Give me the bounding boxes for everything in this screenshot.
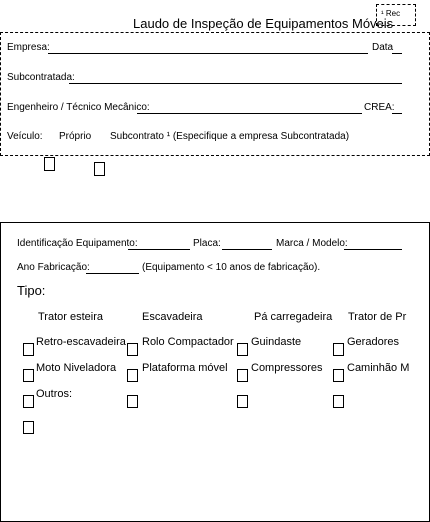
page-title: Laudo de Inspeção de Equipamentos Móveis — [133, 16, 394, 31]
extra-checkbox-col2[interactable] — [127, 395, 138, 408]
veiculo-label: Veículo: — [7, 131, 43, 142]
compressores-checkbox[interactable] — [237, 369, 248, 382]
ano-fabricacao-label: Ano Fabricação: — [17, 262, 90, 273]
retro-escavadeira-label: Retro-escavadeira — [36, 336, 126, 348]
ano-fabricacao-field[interactable] — [86, 273, 139, 274]
data-label: Data — [372, 42, 394, 53]
guindaste-checkbox[interactable] — [237, 343, 248, 356]
crea-label: CREA: — [364, 102, 395, 113]
outros-checkbox[interactable] — [23, 395, 34, 408]
footnote-box — [376, 4, 416, 26]
rolo-compactador-checkbox[interactable] — [127, 343, 138, 356]
data-field[interactable] — [392, 53, 402, 54]
proprio-label: Próprio — [59, 131, 92, 142]
category-trator-esteira: Trator esteira — [38, 311, 104, 323]
moto-niveladora-checkbox[interactable] — [23, 369, 34, 382]
identificacao-field[interactable] — [128, 249, 190, 250]
subcontrato-checkbox[interactable] — [94, 162, 105, 176]
identificacao-label: Identificação Equipamento: — [17, 238, 138, 249]
retro-escavadeira-checkbox[interactable] — [23, 343, 34, 356]
plataforma-movel-label: Plataforma móvel — [142, 362, 228, 374]
empresa-field[interactable] — [48, 53, 368, 54]
extra-checkbox-col4[interactable] — [333, 395, 344, 408]
geradores-label: Geradores — [347, 336, 399, 348]
placa-field[interactable] — [222, 249, 272, 250]
category-escavadeira: Escavadeira — [142, 311, 203, 323]
marca-modelo-field[interactable] — [344, 249, 402, 250]
subcontrato-label: Subcontrato ¹ (Especifique a empresa Subcontratada) — [110, 131, 350, 142]
geradores-checkbox[interactable] — [333, 343, 344, 356]
extra-checkbox-col3[interactable] — [237, 395, 248, 408]
crea-field[interactable] — [392, 113, 402, 114]
empresa-label: Empresa: — [7, 42, 50, 53]
marca-modelo-label: Marca / Modelo: — [276, 238, 348, 249]
compressores-label: Compressores — [251, 362, 323, 374]
category-trator-de-pr: Trator de Pr — [348, 311, 407, 323]
outros-label: Outros: — [36, 388, 73, 400]
tipo-label: Tipo: — [17, 283, 46, 298]
extra-checkbox-row4[interactable] — [23, 421, 34, 434]
placa-label: Placa: — [193, 238, 221, 249]
moto-niveladora-label: Moto Niveladora — [36, 362, 117, 374]
category-pa-carregadeira: Pá carregadeira — [254, 311, 333, 323]
caminhao-checkbox[interactable] — [333, 369, 344, 382]
footnote-text: ¹ Rec — [381, 9, 401, 18]
plataforma-movel-checkbox[interactable] — [127, 369, 138, 382]
rolo-compactador-label: Rolo Compactador — [142, 336, 234, 348]
ano-fabricacao-note: (Equipamento < 10 anos de fabricação). — [142, 262, 321, 273]
subcontratada-field[interactable] — [69, 83, 402, 84]
proprio-checkbox[interactable] — [44, 157, 55, 171]
engenheiro-field[interactable] — [137, 113, 362, 114]
subcontratada-label: Subcontratada: — [7, 72, 75, 83]
caminhao-label: Caminhão M — [347, 362, 410, 374]
guindaste-label: Guindaste — [251, 336, 302, 348]
engenheiro-label: Engenheiro / Técnico Mecânico: — [7, 102, 150, 113]
